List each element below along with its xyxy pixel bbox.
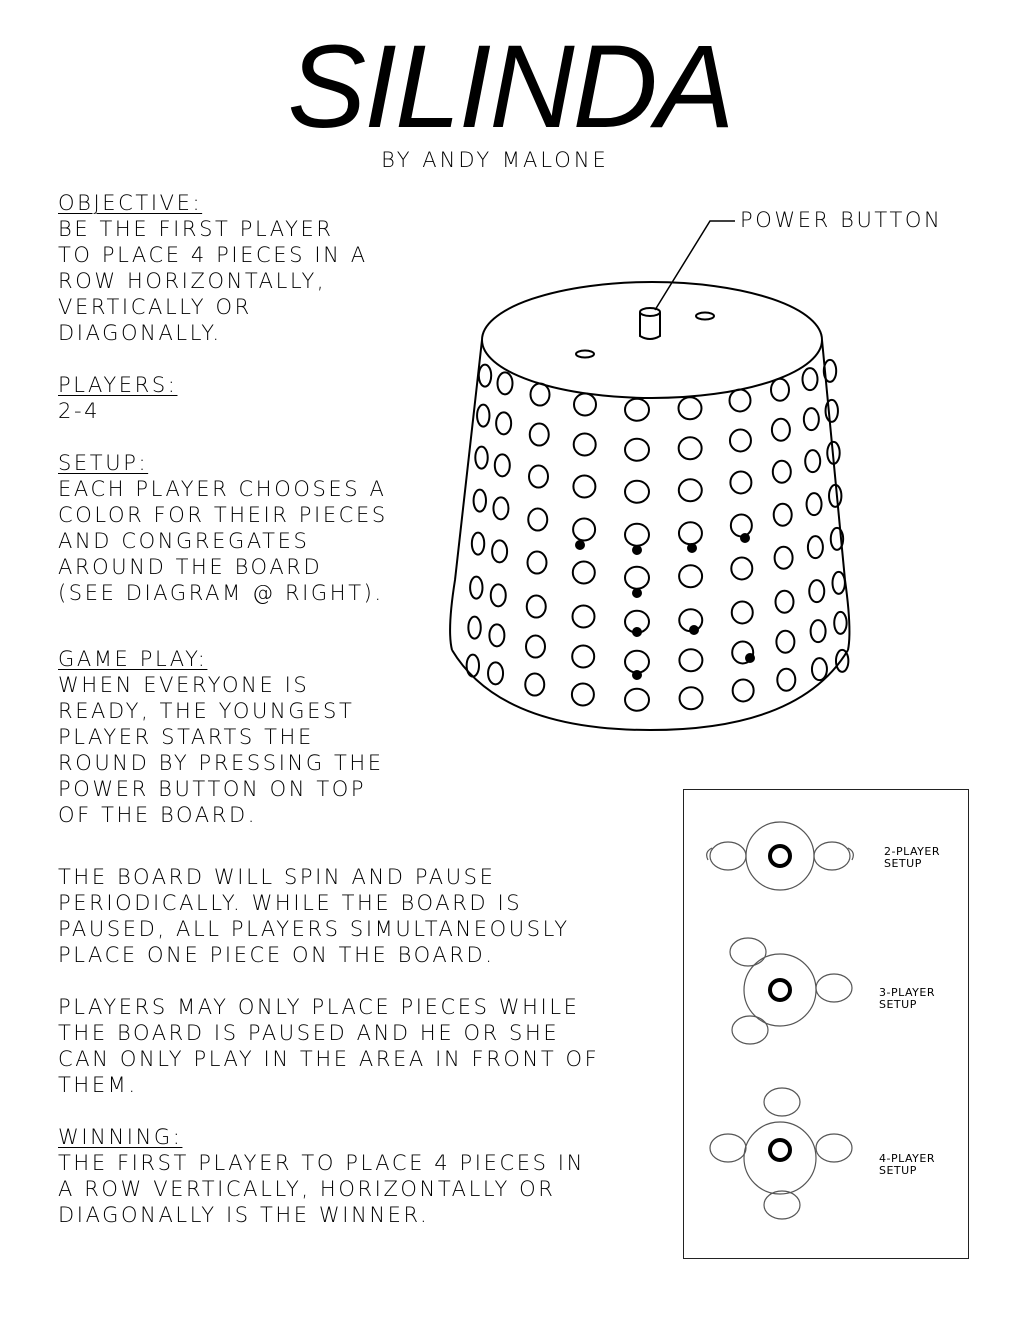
text-line: POWER BUTTON ON TOP bbox=[58, 777, 367, 801]
text-line: THEM. bbox=[58, 1073, 138, 1097]
text-line: THE BOARD IS PAUSED AND HE OR SHE bbox=[58, 1021, 560, 1045]
text-line: WHEN EVERYONE IS bbox=[58, 673, 310, 697]
text-line: ROUND BY PRESSING THE bbox=[58, 751, 384, 775]
text-line: PERIODICALLY. WHILE THE BOARD IS bbox=[58, 891, 523, 915]
text-line: THE FIRST PLAYER TO PLACE 4 PIECES IN bbox=[58, 1151, 585, 1175]
two-player-diagram bbox=[707, 822, 854, 890]
text-line: 2-4 bbox=[58, 399, 101, 423]
setup-label-line: SETUP bbox=[884, 857, 922, 870]
text-line: AROUND THE BOARD bbox=[58, 555, 323, 579]
byline: BY ANDY MALONE bbox=[381, 148, 609, 172]
text-line: DIAGONALLY. bbox=[58, 321, 222, 345]
text-line: PAUSED, ALL PLAYERS SIMULTANEOUSLY bbox=[58, 917, 570, 941]
setup-label-line: 3-PLAYER bbox=[879, 986, 935, 999]
text-line: EACH PLAYER CHOOSES A bbox=[58, 477, 387, 501]
players-heading: PLAYERS: bbox=[58, 373, 178, 397]
text-line: A ROW VERTICALLY, HORIZONTALLY OR bbox=[58, 1177, 556, 1201]
setup-label-line: SETUP bbox=[879, 998, 917, 1011]
text-line: AND CONGREGATES bbox=[58, 529, 310, 553]
text-line: DIAGONALLY IS THE WINNER. bbox=[58, 1203, 430, 1227]
gameplay-heading: GAME PLAY: bbox=[58, 647, 208, 671]
setup-heading: SETUP: bbox=[58, 451, 149, 475]
text-line: COLOR FOR THEIR PIECES bbox=[58, 503, 388, 527]
text-line: PLAYERS MAY ONLY PLACE PIECES WHILE bbox=[58, 995, 580, 1019]
setup-label-line: 2-PLAYER bbox=[884, 845, 940, 858]
text-line: BE THE FIRST PLAYER bbox=[58, 217, 334, 241]
power-button-callout: POWER BUTTON bbox=[740, 208, 943, 232]
text-line: THE BOARD WILL SPIN AND PAUSE bbox=[58, 865, 496, 889]
text-line: OF THE BOARD. bbox=[58, 803, 257, 827]
text-line: PLAYER STARTS THE bbox=[58, 725, 314, 749]
text-line: (SEE DIAGRAM @ RIGHT). bbox=[58, 581, 384, 605]
page-title: SILINDA bbox=[287, 21, 733, 153]
objective-heading: OBJECTIVE: bbox=[58, 191, 203, 215]
four-player-diagram bbox=[710, 1088, 852, 1219]
setup-label-line: SETUP bbox=[879, 1164, 917, 1177]
three-player-setup-label bbox=[879, 987, 935, 1011]
two-player-setup-label bbox=[884, 846, 940, 870]
text-line: PLACE ONE PIECE ON THE BOARD. bbox=[58, 943, 495, 967]
text-line: CAN ONLY PLAY IN THE AREA IN FRONT OF bbox=[58, 1047, 600, 1071]
three-player-diagram bbox=[730, 938, 852, 1044]
text-line: VERTICALLY OR bbox=[58, 295, 252, 319]
text-line: READY, THE YOUNGEST bbox=[58, 699, 355, 723]
winning-heading: WINNING: bbox=[58, 1125, 183, 1149]
four-player-setup-label bbox=[879, 1153, 935, 1177]
setup-label-line: 4-PLAYER bbox=[879, 1152, 935, 1165]
text-line: ROW HORIZONTALLY, bbox=[58, 269, 327, 293]
text-line: TO PLACE 4 PIECES IN A bbox=[58, 243, 368, 267]
